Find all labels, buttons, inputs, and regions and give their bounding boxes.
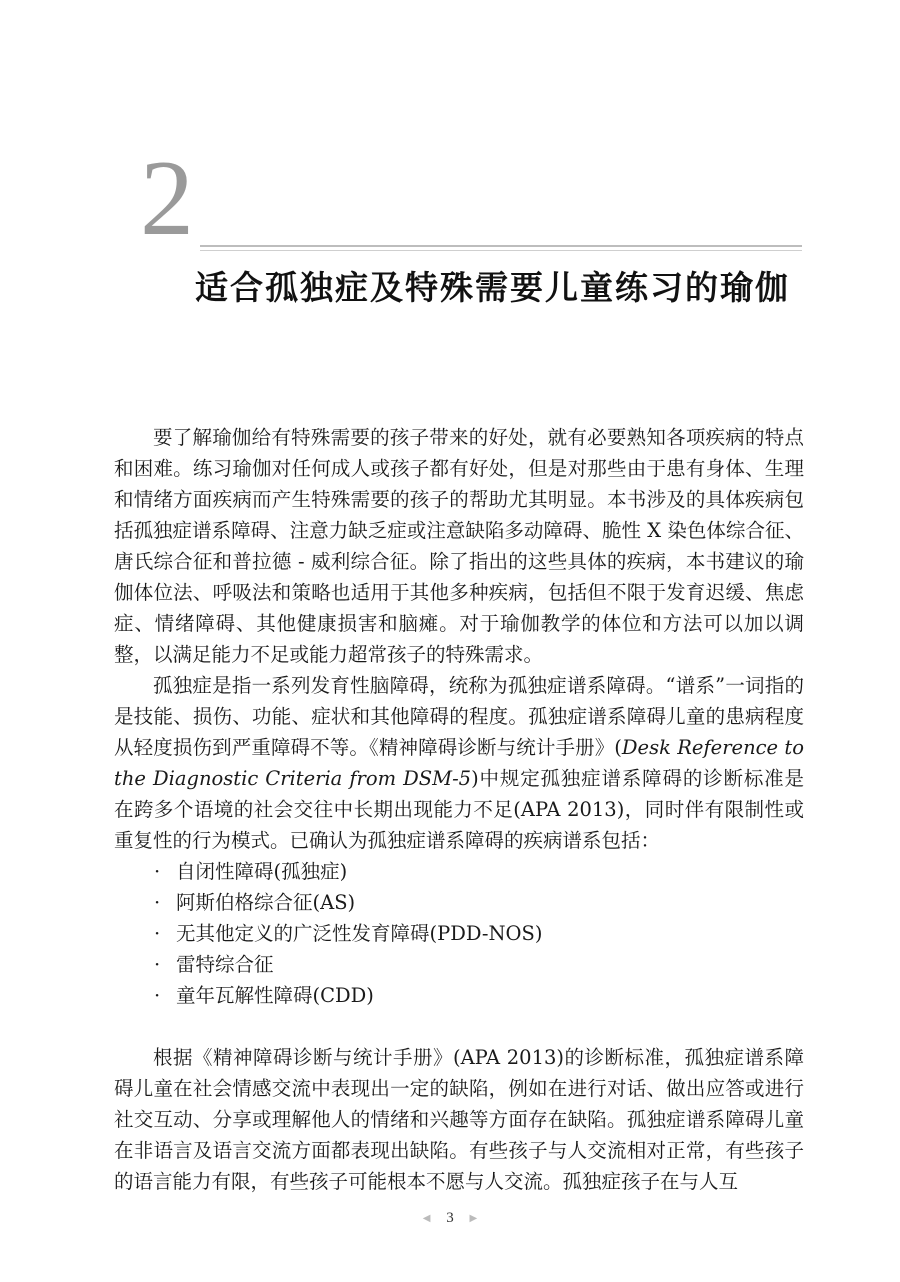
body-text (114, 422, 804, 1197)
bullet-icon: · (154, 953, 161, 976)
spacer (114, 1011, 804, 1042)
book-title-english: Desk Reference to the Diagnostic Criteria from DSM-5 (114, 736, 804, 790)
chapter-divider (200, 245, 802, 247)
list-item-text: 雷特综合征 (176, 953, 274, 976)
chapter-number: 2 (140, 139, 194, 258)
list-item-text: 阿斯伯格综合征(AS) (176, 891, 356, 914)
chapter-divider-thin (200, 250, 802, 251)
next-arrow-icon: ▶ (469, 1213, 478, 1225)
paragraph-3: 根据《精神障碍诊断与统计手册》(APA 2013)的诊断标准，孤独症谱系障碍儿童在社会情感交流中表现出一定的缺陷，例如在进行对话、做出应答或进行社交互动、分享或理解他人的情绪和兴趣等方面存在缺陷。孤独症谱系障碍儿童在非语言及语言交流方面都表现出缺陷。有些孩子与人交流相对正常，有些孩子的语言能力有限，有些孩子可能根本不愿与人交流。孤独症孩子在与人互 (114, 1046, 804, 1193)
page-footer (0, 1210, 900, 1227)
bullet-icon: · (154, 922, 161, 945)
list-item-text: 无其他定义的广泛性发育障碍(PDD-NOS) (176, 922, 543, 945)
chapter-title: 适合孤独症及特殊需要儿童练习的瑜伽 (195, 268, 790, 307)
bullet-icon: · (154, 891, 161, 914)
paragraph-2 (114, 670, 804, 856)
paragraph-1: 要了解瑜伽给有特殊需要的孩子带来的好处，就有必要熟知各项疾病的特点和困难。练习瑜伽对任何成人或孩子都有好处，但是对那些由于患有身体、生理和情绪方面疾病而产生特殊需要的孩子的帮助尤其明显。本书涉及的具体疾病包括孤独症谱系障碍、注意力缺乏症或注意缺陷多动障碍、脆性 X 染色体综合征、唐氏综合征和普拉德 - 威利综合征。除了指出的这些具体的疾病，本书建议的瑜伽体位法、呼吸法和策略也适用于其他多种疾病，包括但不限于发育迟缓、焦虑症、情绪障碍、其他健康损害和脑瘫。对于瑜伽教学的体位和方法可以加以调整，以满足能力不足或能力超常孩子的特殊需求。 (114, 426, 804, 666)
paragraph-2-part-2: )中规定孤独症谱系障碍的诊断标准是在跨多个语境的社会交往中长期出现能力不足(APA 2013)，同时伴有限制性或重复性的行为模式。已确认为孤独症谱系障碍的疾病谱系包括： (114, 767, 804, 852)
disorder-list (114, 856, 804, 1011)
bullet-icon: · (154, 860, 161, 883)
list-item (154, 887, 804, 918)
prev-arrow-icon: ◀ (422, 1213, 431, 1225)
page-number: 3 (446, 1210, 454, 1226)
list-item (154, 980, 804, 1011)
bullet-icon: · (154, 984, 161, 1007)
list-item-text: 童年瓦解性障碍(CDD) (176, 984, 374, 1007)
list-item-text: 自闭性障碍(孤独症) (176, 860, 348, 883)
list-item (154, 949, 804, 980)
paragraph-2-part-1: 孤独症是指一系列发育性脑障碍，统称为孤独症谱系障碍。“谱系”一词指的是技能、损伤、功能、症状和其他障碍的程度。孤独症谱系障碍儿童的患病程度从轻度损伤到严重障碍不等。《精神障碍诊断与统计手册》( (114, 674, 804, 759)
list-item (154, 856, 804, 887)
list-item (154, 918, 804, 949)
